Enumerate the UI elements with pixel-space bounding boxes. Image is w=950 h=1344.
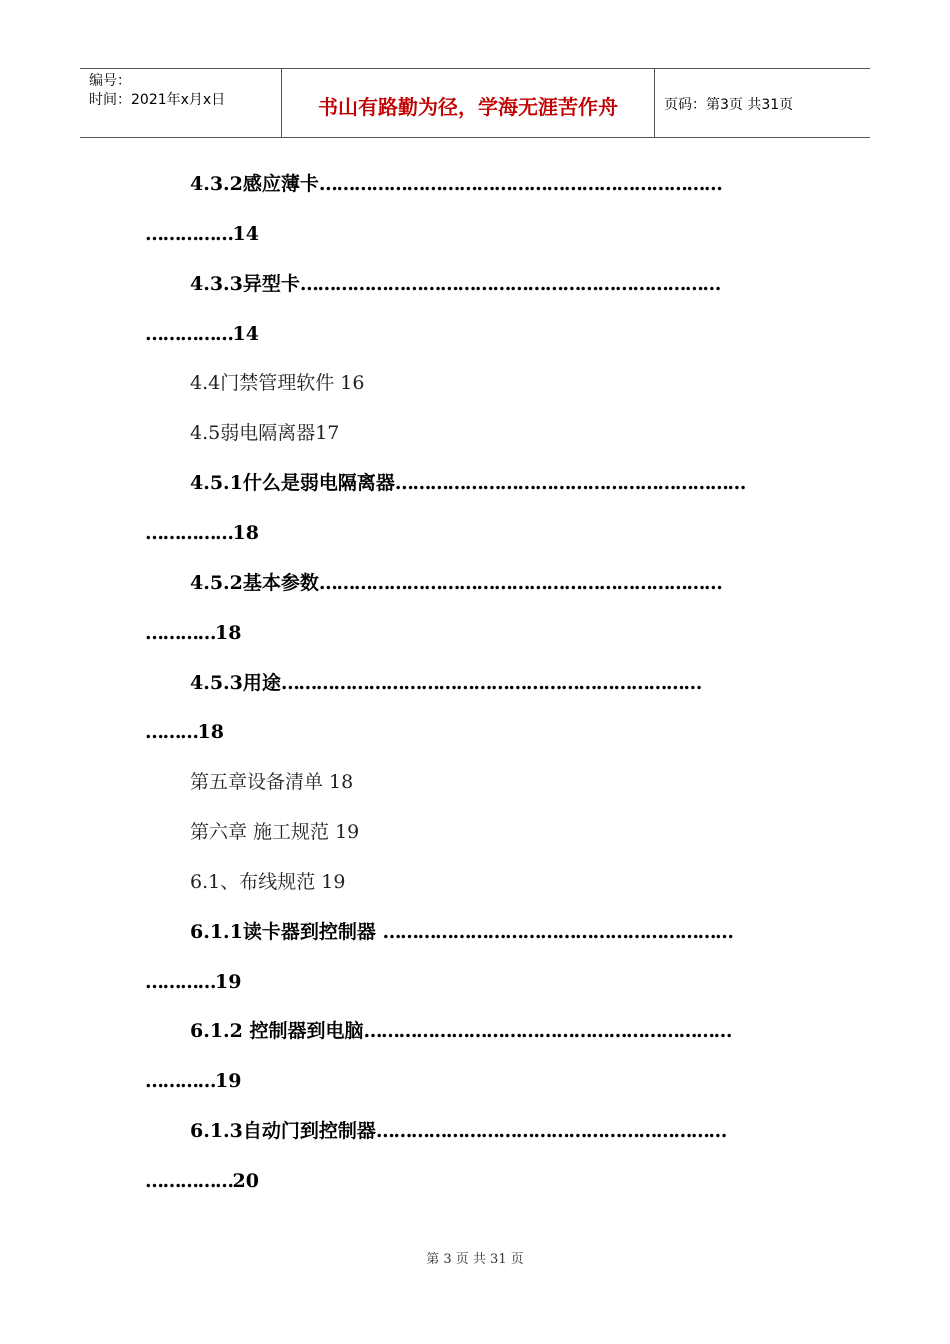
toc-entry[interactable]	[190, 1019, 731, 1043]
toc-entry-title: 4.3.2感应薄卡	[190, 173, 319, 195]
header-meta-cell	[80, 69, 280, 137]
toc-entry[interactable]	[190, 770, 353, 794]
toc-entry-leader-dots: ……………………………………………………………	[318, 173, 722, 195]
toc-entry-title: 6.1.1读卡器到控制器	[190, 921, 383, 943]
toc-entry-title: 4.5.1什么是弱电隔离器	[190, 472, 395, 494]
toc-entry[interactable]	[190, 820, 359, 844]
toc-entry-leader-dots: ……………	[145, 1170, 233, 1192]
toc-entry-leader-dots: ……………………………………………………	[382, 921, 733, 943]
toc-entry[interactable]	[145, 222, 259, 246]
toc-entry[interactable]	[190, 272, 720, 296]
toc-entry[interactable]	[145, 1069, 241, 1093]
toc-entry-title: 4.5弱电隔离器17	[190, 422, 340, 444]
toc-entry-title: 4.4门禁管理软件 16	[190, 372, 365, 394]
page-footer: 第 3 页 共 31 页	[426, 1252, 524, 1267]
toc-entry[interactable]	[190, 671, 701, 695]
toc-entry[interactable]	[190, 471, 745, 495]
toc-entry-title: 4.3.3异型卡	[190, 273, 300, 295]
toc-entry-page-number: 18	[232, 522, 259, 544]
toc-entry-page-number: 19	[215, 1070, 242, 1092]
header-page-cell	[655, 69, 870, 137]
toc-entry-leader-dots: ……………	[145, 323, 233, 345]
toc-entry-leader-dots: ………………………………………………………………	[299, 273, 720, 295]
toc-entry[interactable]	[190, 571, 721, 595]
document-number-label: 编号：	[89, 73, 131, 89]
toc-entry-title: 6.1.3自动门到控制器	[190, 1120, 376, 1142]
toc-entry-leader-dots: ……………………………………………………………	[318, 572, 722, 594]
toc-entry-page-number: 14	[232, 323, 259, 345]
toc-entry-leader-dots: …………	[145, 622, 215, 644]
toc-entry[interactable]	[145, 970, 241, 994]
toc-entry-leader-dots: ……………………………………………………	[394, 472, 745, 494]
toc-entry[interactable]	[190, 371, 364, 395]
toc-entry-leader-dots: ……………………………………………………	[375, 1120, 726, 1142]
toc-entry-leader-dots: ………………………………………………………………	[280, 672, 701, 694]
toc-entry[interactable]	[145, 621, 241, 645]
page-header	[80, 68, 870, 138]
document-time-label: 时间：2021年x月x日	[89, 92, 226, 108]
toc-entry[interactable]	[190, 421, 339, 445]
toc-entry-leader-dots: …………	[145, 1070, 215, 1092]
toc-entry[interactable]	[145, 521, 259, 545]
toc-entry[interactable]	[190, 920, 733, 944]
toc-entry[interactable]	[190, 870, 345, 894]
toc-entry-title: 6.1.2 控制器到电脑	[190, 1020, 364, 1042]
toc-entry-page-number: 14	[232, 223, 259, 245]
toc-entry[interactable]	[145, 322, 259, 346]
toc-entry-leader-dots: ………………………………………………………	[363, 1020, 732, 1042]
toc-entry[interactable]	[145, 1169, 259, 1193]
toc-entry-page-number: 18	[215, 622, 242, 644]
header-page-info: 页码：第3页 共31页	[664, 97, 794, 113]
toc-entry-page-number: 18	[197, 721, 224, 743]
toc-entry-leader-dots: …………	[145, 971, 215, 993]
toc-entry-title: 4.5.2基本参数	[190, 572, 319, 594]
header-motto-cell	[281, 69, 655, 137]
toc-entry-title: 6.1、布线规范 19	[190, 871, 346, 893]
toc-entry[interactable]	[190, 1119, 726, 1143]
toc-entry-leader-dots: ………	[145, 721, 198, 743]
toc-entry[interactable]	[190, 172, 721, 196]
toc-entry-leader-dots: ……………	[145, 223, 233, 245]
toc-entry-page-number: 20	[232, 1170, 259, 1192]
toc-entry-page-number: 19	[215, 971, 242, 993]
header-motto: 书山有路勤为径，学海无涯苦作舟	[318, 95, 618, 119]
toc-entry-title: 4.5.3用途	[190, 672, 281, 694]
toc-entry[interactable]	[145, 720, 224, 744]
toc-entry-leader-dots: ……………	[145, 522, 233, 544]
toc-entry-title: 第五章设备清单 18	[190, 771, 354, 793]
toc-entry-title: 第六章 施工规范 19	[190, 821, 360, 843]
